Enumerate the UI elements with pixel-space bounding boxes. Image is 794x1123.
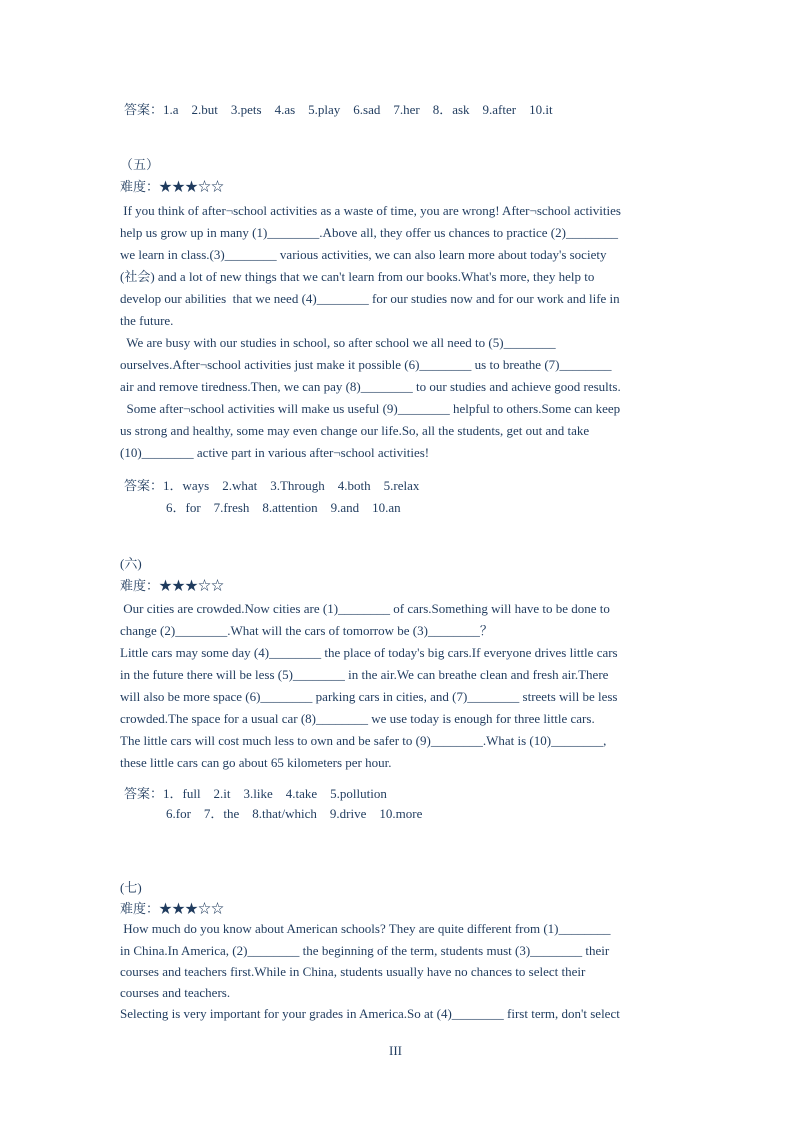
difficulty-rating: 难度：★★★☆☆ (120, 179, 225, 194)
passage-line: Some after¬school activities will make us useful (9)________ helpful to others.Some can keep (120, 401, 621, 416)
section-heading: (六) (120, 556, 142, 571)
passage-line: develop our abilities that we need (4)________ for our studies now and for our work and life in (120, 291, 620, 306)
passage-line: If you think of after¬school activities as a waste of time, you are wrong! After¬school activities (120, 203, 621, 218)
passage-line: help us grow up in many (1)________.Above all, they offer us chances to practice (2)________ (120, 225, 618, 240)
passage-line: in China.In America, (2)________ the beginning of the term, students must (3)________ their (120, 943, 610, 958)
passage-line: will also be more space (6)________ parking cars in cities, and (7)________ streets will be less (120, 689, 618, 704)
passage-line: air and remove tiredness.Then, we can pay (8)________ to our studies and achieve good results. (120, 379, 621, 394)
difficulty-rating: 难度：★★★☆☆ (120, 578, 225, 593)
passage-line: we learn in class.(3)________ various activities, we can also learn more about today's society (120, 247, 607, 262)
passage-line: (10)________ active part in various after¬school activities! (120, 445, 430, 460)
passage-line: We are busy with our studies in school, so after school we all need to (5)________ (120, 335, 556, 350)
difficulty-rating: 难度：★★★☆☆ (120, 901, 225, 916)
passage-line: (社会) and a lot of new things that we can't learn from our books.What's more, they help to (120, 269, 595, 284)
answer-line: 答案：1．ways 2.what 3.Through 4.both 5.relax (124, 478, 420, 493)
section-heading: (七) (120, 880, 142, 895)
passage-line: the future. (120, 313, 174, 328)
passage-line: Little cars may some day (4)________ the place of today's big cars.If everyone drives little cars (120, 645, 618, 660)
passage-line: The little cars will cost much less to own and be safer to (9)________.What is (10)________, (120, 733, 607, 748)
passage-line: us strong and healthy, some may even change our life.So, all the students, get out and take (120, 423, 590, 438)
passage-line: courses and teachers. (120, 985, 231, 1000)
passage-line: Selecting is very important for your grades in America.So at (4)________ first term, don't select (120, 1006, 620, 1021)
answer-line: 6．for 7.fresh 8.attention 9.and 10.an (166, 500, 401, 515)
answer-line: 6.for 7．the 8.that/which 9.drive 10.more (166, 806, 423, 821)
passage-line: in the future there will be less (5)________ in the air.We can breathe clean and fresh air.There (120, 667, 609, 682)
page-number: III (389, 1043, 402, 1058)
passage-line: change (2)________.What will the cars of tomorrow be (3)________？ (120, 623, 493, 638)
passage-line: these little cars can go about 65 kilometers per hour. (120, 755, 392, 770)
passage-line: ourselves.After¬school activities just make it possible (6)________ us to breathe (7)________ (120, 357, 612, 372)
passage-line: How much do you know about American schools? They are quite different from (1)________ (120, 921, 611, 936)
section-heading: （五） (120, 157, 160, 172)
passage-line: courses and teachers first.While in China, students usually have no chances to select their (120, 964, 586, 979)
passage-line: crowded.The space for a usual car (8)________ we use today is enough for three little cars. (120, 711, 595, 726)
passage-line: Our cities are crowded.Now cities are (1)________ of cars.Something will have to be done to (120, 601, 610, 616)
answer-line: 答案：1.a 2.but 3.pets 4.as 5.play 6.sad 7.her 8．ask 9.after 10.it (124, 102, 553, 117)
answer-line: 答案：1．full 2.it 3.like 4.take 5.pollution (124, 786, 387, 801)
